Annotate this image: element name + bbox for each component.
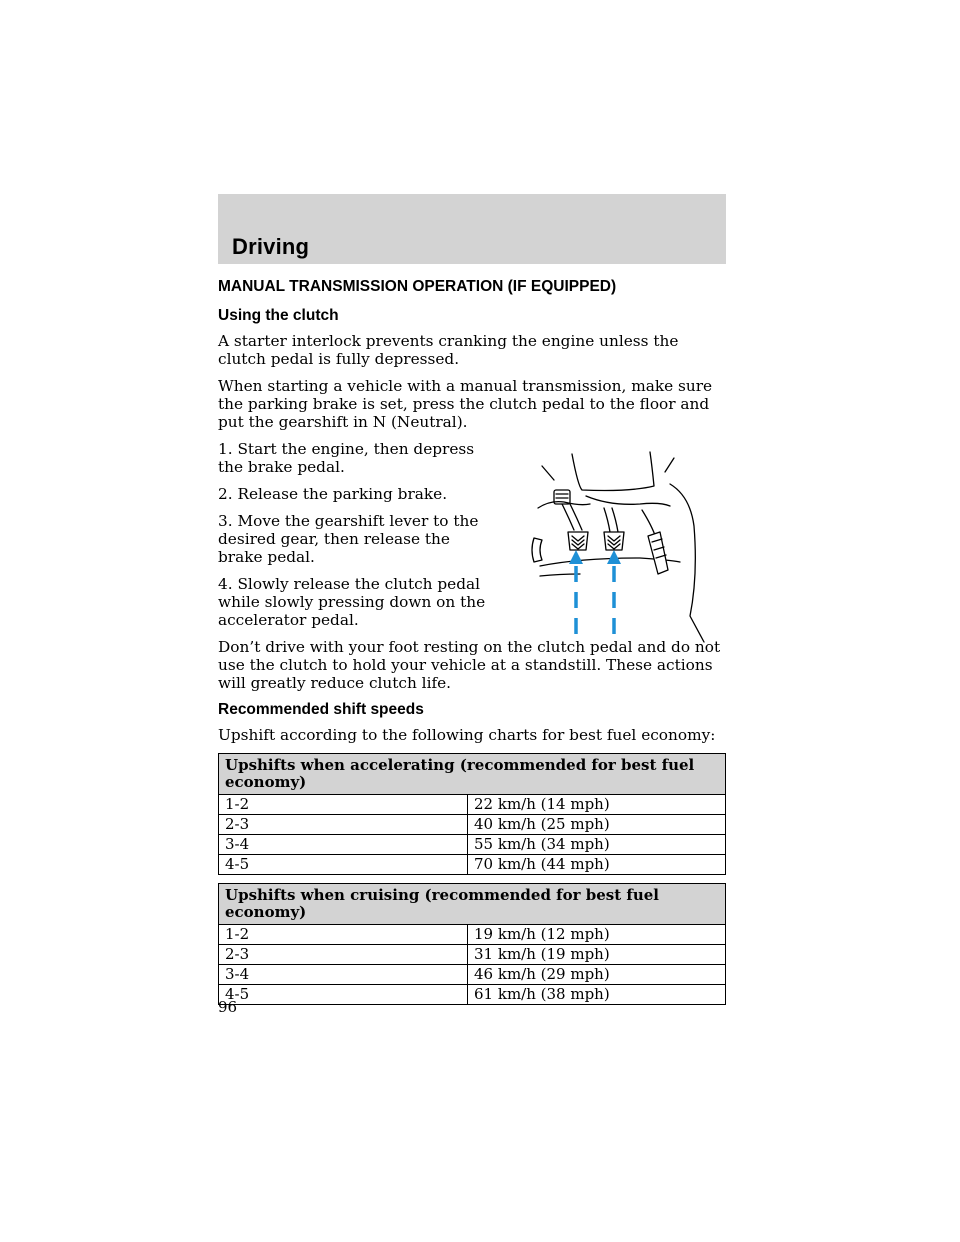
- page-number: 96: [218, 998, 238, 1016]
- steps-block: [218, 440, 726, 629]
- step-item: 4. Slowly release the clutch pedal while slowly pressing down on the accelerator pedal.: [218, 575, 486, 629]
- speed-cell: 31 km/h (19 mph): [468, 945, 726, 965]
- speed-cell: 55 km/h (34 mph): [468, 835, 726, 855]
- speed-cell: 22 km/h (14 mph): [468, 795, 726, 815]
- speed-cell: 19 km/h (12 mph): [468, 925, 726, 945]
- accelerator-pedal: [648, 532, 668, 574]
- steering-column: [572, 452, 654, 491]
- arrow-head-clutch: [569, 550, 583, 564]
- speed-cell: 61 km/h (38 mph): [468, 985, 726, 1005]
- step-item: 1. Start the engine, then depress the brake pedal.: [218, 440, 475, 476]
- brake-arm-2: [612, 508, 618, 532]
- gear-cell: 1-2: [219, 925, 468, 945]
- gear-cell: 4-5: [219, 855, 468, 875]
- gear-cell: 3-4: [219, 835, 468, 855]
- gear-cell: 2-3: [219, 945, 468, 965]
- speed-cell: 46 km/h (29 mph): [468, 965, 726, 985]
- speed-cell: 70 km/h (44 mph): [468, 855, 726, 875]
- table-header-cruising: Upshifts when cruising (recommended for best fuel economy): [219, 884, 726, 925]
- page-content: [218, 278, 726, 1005]
- door-sill: [670, 484, 704, 642]
- gear-cell: 3-4: [219, 965, 468, 985]
- table-cruising: [218, 883, 726, 1005]
- dash-line-left: [542, 466, 554, 480]
- steps-list: [218, 440, 488, 629]
- arrow-head-brake: [607, 550, 621, 564]
- floor-line-2: [586, 496, 670, 506]
- step-item: 3. Move the gearshift lever to the desired gear, then release the brake pedal.: [218, 512, 479, 566]
- table-row: [219, 965, 726, 985]
- paragraph-shift-intro: Upshift according to the following charts for best fuel economy:: [218, 726, 716, 744]
- clutch-heading: Using the clutch: [218, 307, 339, 324]
- paragraph-interlock: A starter interlock prevents cranking the engine unless the clutch pedal is fully depressed.: [218, 332, 679, 368]
- table-row: [219, 815, 726, 835]
- table-accelerating: [218, 753, 726, 875]
- dash-line-right: [665, 458, 674, 472]
- table-header-row: [219, 754, 726, 795]
- table-row: [219, 795, 726, 815]
- table-row: [219, 945, 726, 965]
- step-item: 2. Release the parking brake.: [218, 485, 448, 503]
- table-row: [219, 985, 726, 1005]
- table-row: [219, 925, 726, 945]
- section-title: Driving: [232, 234, 310, 259]
- table-header-row: [219, 884, 726, 925]
- paragraph-starting: When starting a vehicle with a manual transmission, make sure the parking brake is set, press the clutch pedal to the floor and put the gearshift in N (Neutral).: [218, 377, 713, 431]
- paragraph-clutch-life: Don’t drive with your foot resting on the clutch pedal and do not use the clutch to hold your vehicle at a standstill. These actions will greatly reduce clutch life.: [218, 638, 721, 692]
- side-panel: [532, 538, 542, 562]
- pedal-illustration: [520, 446, 710, 646]
- gear-cell: 4-5: [219, 985, 468, 1005]
- gear-cell: 1-2: [219, 795, 468, 815]
- table-row: [219, 855, 726, 875]
- table-header-accelerating: Upshifts when accelerating (recommended for best fuel economy): [219, 754, 726, 795]
- brake-arm: [604, 508, 610, 532]
- gear-cell: 2-3: [219, 815, 468, 835]
- brake-release-ridges: [556, 494, 568, 498]
- table-row: [219, 835, 726, 855]
- carpet-line-2: [540, 574, 580, 576]
- section-header-band: [218, 194, 726, 264]
- shift-speeds-heading: Recommended shift speeds: [218, 701, 424, 718]
- page-heading: MANUAL TRANSMISSION OPERATION (IF EQUIPPED): [218, 278, 617, 295]
- speed-cell: 40 km/h (25 mph): [468, 815, 726, 835]
